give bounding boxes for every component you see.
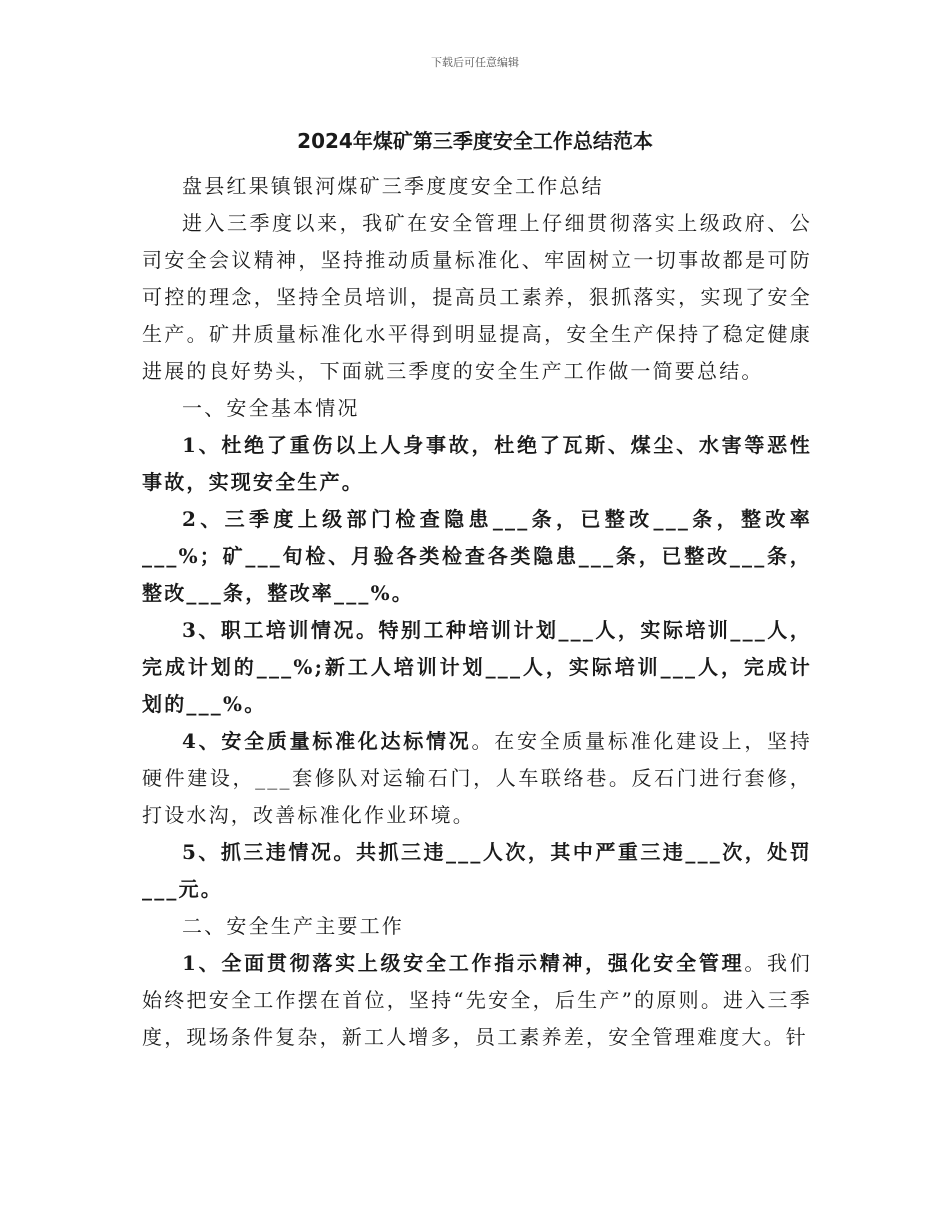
item-3: 3、职工培训情况。特别工种培训计划___人，实际培训___人，完成计划的___%;新工人培训计划___人，实际培训___人，完成计划的___%。 — [142, 618, 812, 716]
document-body — [142, 168, 812, 1056]
intro-paragraph: 进入三季度以来，我矿在安全管理上仔细贯彻落实上级政府、公司安全会议精神，坚持推动质量标准化、牢固树立一切事故都是可防可控的理念，坚持全员培训，提高员工素养，狠抓落实，实现了安全生产。矿井质量标准化水平得到明显提高，安全生产保持了稳定健康进展的良好势头，下面就三季度的安全生产工作做一简要总结。 — [142, 211, 812, 383]
document-title: 2024年煤矿第三季度安全工作总结范本 — [297, 129, 653, 153]
item-5: 5、抓三违情况。共抓三违___人次，其中严重三违___次，处罚___元。 — [142, 840, 812, 901]
header-note: 下载后可任意编辑 — [431, 56, 519, 69]
item-2: 2、三季度上级部门检查隐患___条，已整改___条，整改率___%；矿___旬检、月验各类检查各类隐患___条，已整改___条，整改___条，整改率___%。 — [142, 507, 812, 605]
section-2-item-1-heading: 1、全面贯彻落实上级安全工作指示精神，强化安全管理 — [182, 951, 745, 975]
subtitle: 盘县红果镇银河煤矿三季度度安全工作总结 — [182, 174, 604, 198]
section-heading-2: 二、安全生产主要工作 — [182, 914, 404, 938]
item-4-text: 。在安全质量标准化建设上，坚持硬件建设，___套修队对运输石门，人车联络巷。反石门进行套修，打设水沟，改善标准化作业环境。 — [142, 729, 812, 827]
item-1: 1、杜绝了重伤以上人身事故，杜绝了瓦斯、煤尘、水害等恶性事故，实现安全生产。 — [142, 433, 812, 494]
section-2-item-1-text: 。我们始终把安全工作摆在首位，坚持“先安全，后生产”的原则。进入三季度，现场条件复杂，新工人增多，员工素养差，安全管理难度大。针 — [142, 951, 812, 1049]
section-2-item-1 — [142, 945, 812, 1056]
section-heading-1: 一、安全基本情况 — [182, 396, 360, 420]
item-4 — [142, 723, 812, 834]
item-4-heading: 4、安全质量标准化达标情况 — [182, 729, 472, 753]
